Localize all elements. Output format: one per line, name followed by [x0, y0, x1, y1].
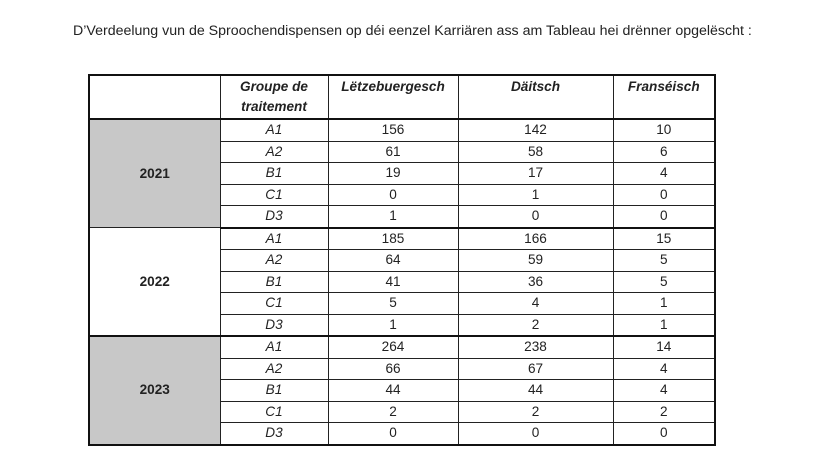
- group-cell: D3: [220, 206, 328, 228]
- french-value: 0: [613, 206, 715, 228]
- german-value: 17: [458, 163, 613, 185]
- luxembourgish-value: 0: [328, 423, 458, 445]
- luxembourgish-value: 1: [328, 314, 458, 336]
- french-value: 4: [613, 163, 715, 185]
- german-value: 142: [458, 119, 613, 141]
- year-cell: 2021: [89, 119, 220, 228]
- french-value: 4: [613, 380, 715, 402]
- french-value: 1: [613, 293, 715, 315]
- luxembourgish-value: 264: [328, 336, 458, 358]
- group-cell: A2: [220, 250, 328, 272]
- french-value: 5: [613, 250, 715, 272]
- language-dispensations-table: [88, 74, 716, 446]
- german-value: 238: [458, 336, 613, 358]
- german-value: 67: [458, 358, 613, 380]
- french-value: 10: [613, 119, 715, 141]
- french-value: 5: [613, 271, 715, 293]
- luxembourgish-value: 64: [328, 250, 458, 272]
- group-cell: B1: [220, 271, 328, 293]
- french-value: 0: [613, 423, 715, 445]
- header-row: [89, 75, 715, 119]
- header-luxembourgish: Lëtzebuergesch: [328, 75, 458, 119]
- german-value: 36: [458, 271, 613, 293]
- german-value: 2: [458, 314, 613, 336]
- year-cell: 2023: [89, 336, 220, 445]
- french-value: 1: [613, 314, 715, 336]
- intro-paragraph: D’Verdeelung vun de Sproochendispensen op déi eenzel Karriären ass am Tableau hei drënner opgelëscht :: [73, 23, 752, 40]
- luxembourgish-value: 185: [328, 228, 458, 250]
- german-value: 44: [458, 380, 613, 402]
- header-year: [89, 75, 220, 119]
- header-german: Däitsch: [458, 75, 613, 119]
- luxembourgish-value: 1: [328, 206, 458, 228]
- german-value: 0: [458, 206, 613, 228]
- german-value: 4: [458, 293, 613, 315]
- group-cell: A2: [220, 358, 328, 380]
- french-value: 0: [613, 184, 715, 206]
- french-value: 15: [613, 228, 715, 250]
- luxembourgish-value: 66: [328, 358, 458, 380]
- luxembourgish-value: 61: [328, 141, 458, 163]
- header-group: Groupe de traitement: [220, 75, 328, 119]
- french-value: 2: [613, 401, 715, 423]
- table-row: [89, 336, 715, 358]
- group-cell: A1: [220, 119, 328, 141]
- group-cell: A1: [220, 228, 328, 250]
- group-cell: A2: [220, 141, 328, 163]
- group-cell: B1: [220, 163, 328, 185]
- group-cell: D3: [220, 314, 328, 336]
- group-cell: C1: [220, 293, 328, 315]
- luxembourgish-value: 5: [328, 293, 458, 315]
- german-value: 2: [458, 401, 613, 423]
- header-french: Franséisch: [613, 75, 715, 119]
- german-value: 59: [458, 250, 613, 272]
- luxembourgish-value: 0: [328, 184, 458, 206]
- german-value: 166: [458, 228, 613, 250]
- group-cell: C1: [220, 401, 328, 423]
- german-value: 0: [458, 423, 613, 445]
- luxembourgish-value: 156: [328, 119, 458, 141]
- year-cell: 2022: [89, 228, 220, 337]
- group-cell: D3: [220, 423, 328, 445]
- luxembourgish-value: 44: [328, 380, 458, 402]
- luxembourgish-value: 19: [328, 163, 458, 185]
- german-value: 1: [458, 184, 613, 206]
- group-cell: B1: [220, 380, 328, 402]
- french-value: 6: [613, 141, 715, 163]
- table-row: [89, 119, 715, 141]
- french-value: 4: [613, 358, 715, 380]
- luxembourgish-value: 2: [328, 401, 458, 423]
- german-value: 58: [458, 141, 613, 163]
- table-row: [89, 228, 715, 250]
- french-value: 14: [613, 336, 715, 358]
- group-cell: C1: [220, 184, 328, 206]
- luxembourgish-value: 41: [328, 271, 458, 293]
- group-cell: A1: [220, 336, 328, 358]
